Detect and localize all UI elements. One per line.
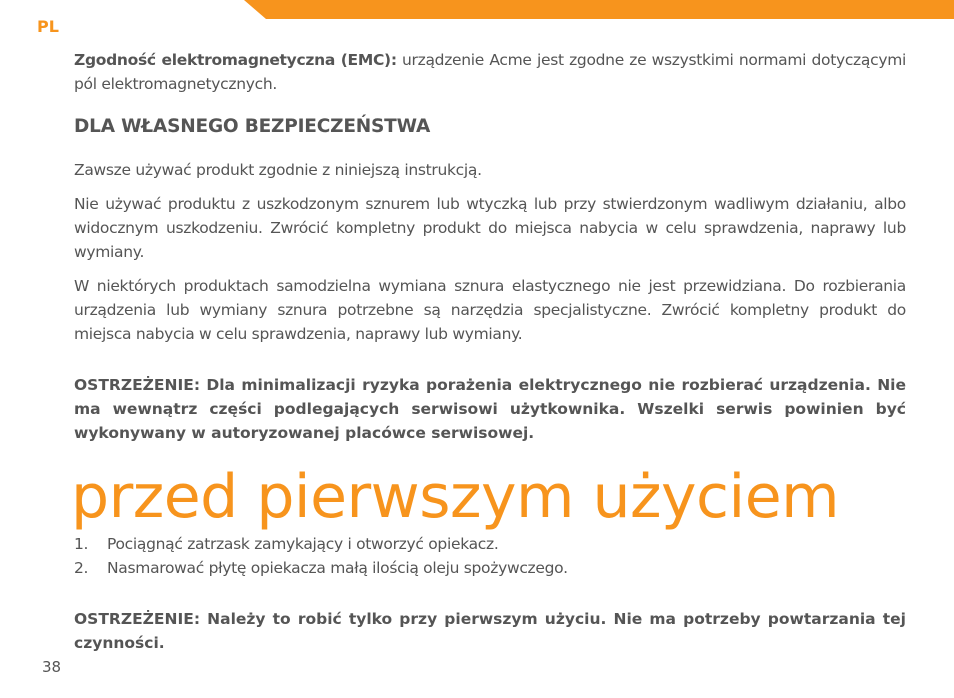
safety-paragraph-2: Nie używać produktu z uszkodzonym sznurem lub wtyczką lub przy stwierdzonym wadliwym działaniu, albo widocznym uszkodzeniu. Zwrócić kompletny produkt do miejsca nabycia w celu sprawdzenia, naprawy lub wymiany. — [74, 195, 906, 261]
step-number: 1. — [74, 535, 89, 553]
header-accent-bar — [244, 0, 954, 19]
safety-heading: DLA WŁASNEGO BEZPIECZEŃSTWA — [74, 116, 431, 137]
first-use-warning: OSTRZEŻENIE: Należy to robić tylko przy pierwszym użyciu. Nie ma potrzeby powtarzania tej czynności. — [74, 610, 906, 652]
step-text: Nasmarować płytę opiekacza małą ilością oleju spożywczego. — [107, 559, 568, 577]
page-number: 38 — [42, 658, 62, 676]
steps-list — [74, 532, 906, 580]
safety-warning: OSTRZEŻENIE: Dla minimalizacji ryzyka porażenia elektrycznego nie rozbierać urządzenia. Nie ma wewnątrz części podlegających serwisowi użytkownika. Wszelki serwis powinien być wykonywany w autoryzowanej placówce serwisowej. — [74, 376, 906, 442]
step-text: Pociągnąć zatrzask zamykający i otworzyć opiekacz. — [107, 535, 499, 553]
emc-label: Zgodność elektromagnetyczna (EMC): — [74, 51, 397, 69]
list-item — [74, 556, 906, 580]
emc-paragraph — [74, 48, 906, 96]
list-item — [74, 532, 906, 556]
section-title: przed pierwszym użyciem — [71, 462, 840, 532]
step-number: 2. — [74, 559, 89, 577]
page-content — [71, 48, 906, 655]
language-label: PL — [37, 17, 59, 36]
emc-text: urządzenie Acme jest zgodne ze wszystkimi normami dotyczącymi pól elektromagnetycznych. — [74, 51, 906, 93]
safety-paragraph-3: W niektórych produktach samodzielna wymiana sznura elastycznego nie jest przewidziana. Do rozbierania urządzenia lub wymiany sznura potrzebne są narzędzia specjalistyczne. Zwrócić kompletny produkt do miejsca nabycia w celu sprawdzenia, naprawy lub wymiany. — [74, 277, 906, 343]
safety-paragraph-1: Zawsze używać produkt zgodnie z niniejszą instrukcją. — [74, 161, 482, 179]
